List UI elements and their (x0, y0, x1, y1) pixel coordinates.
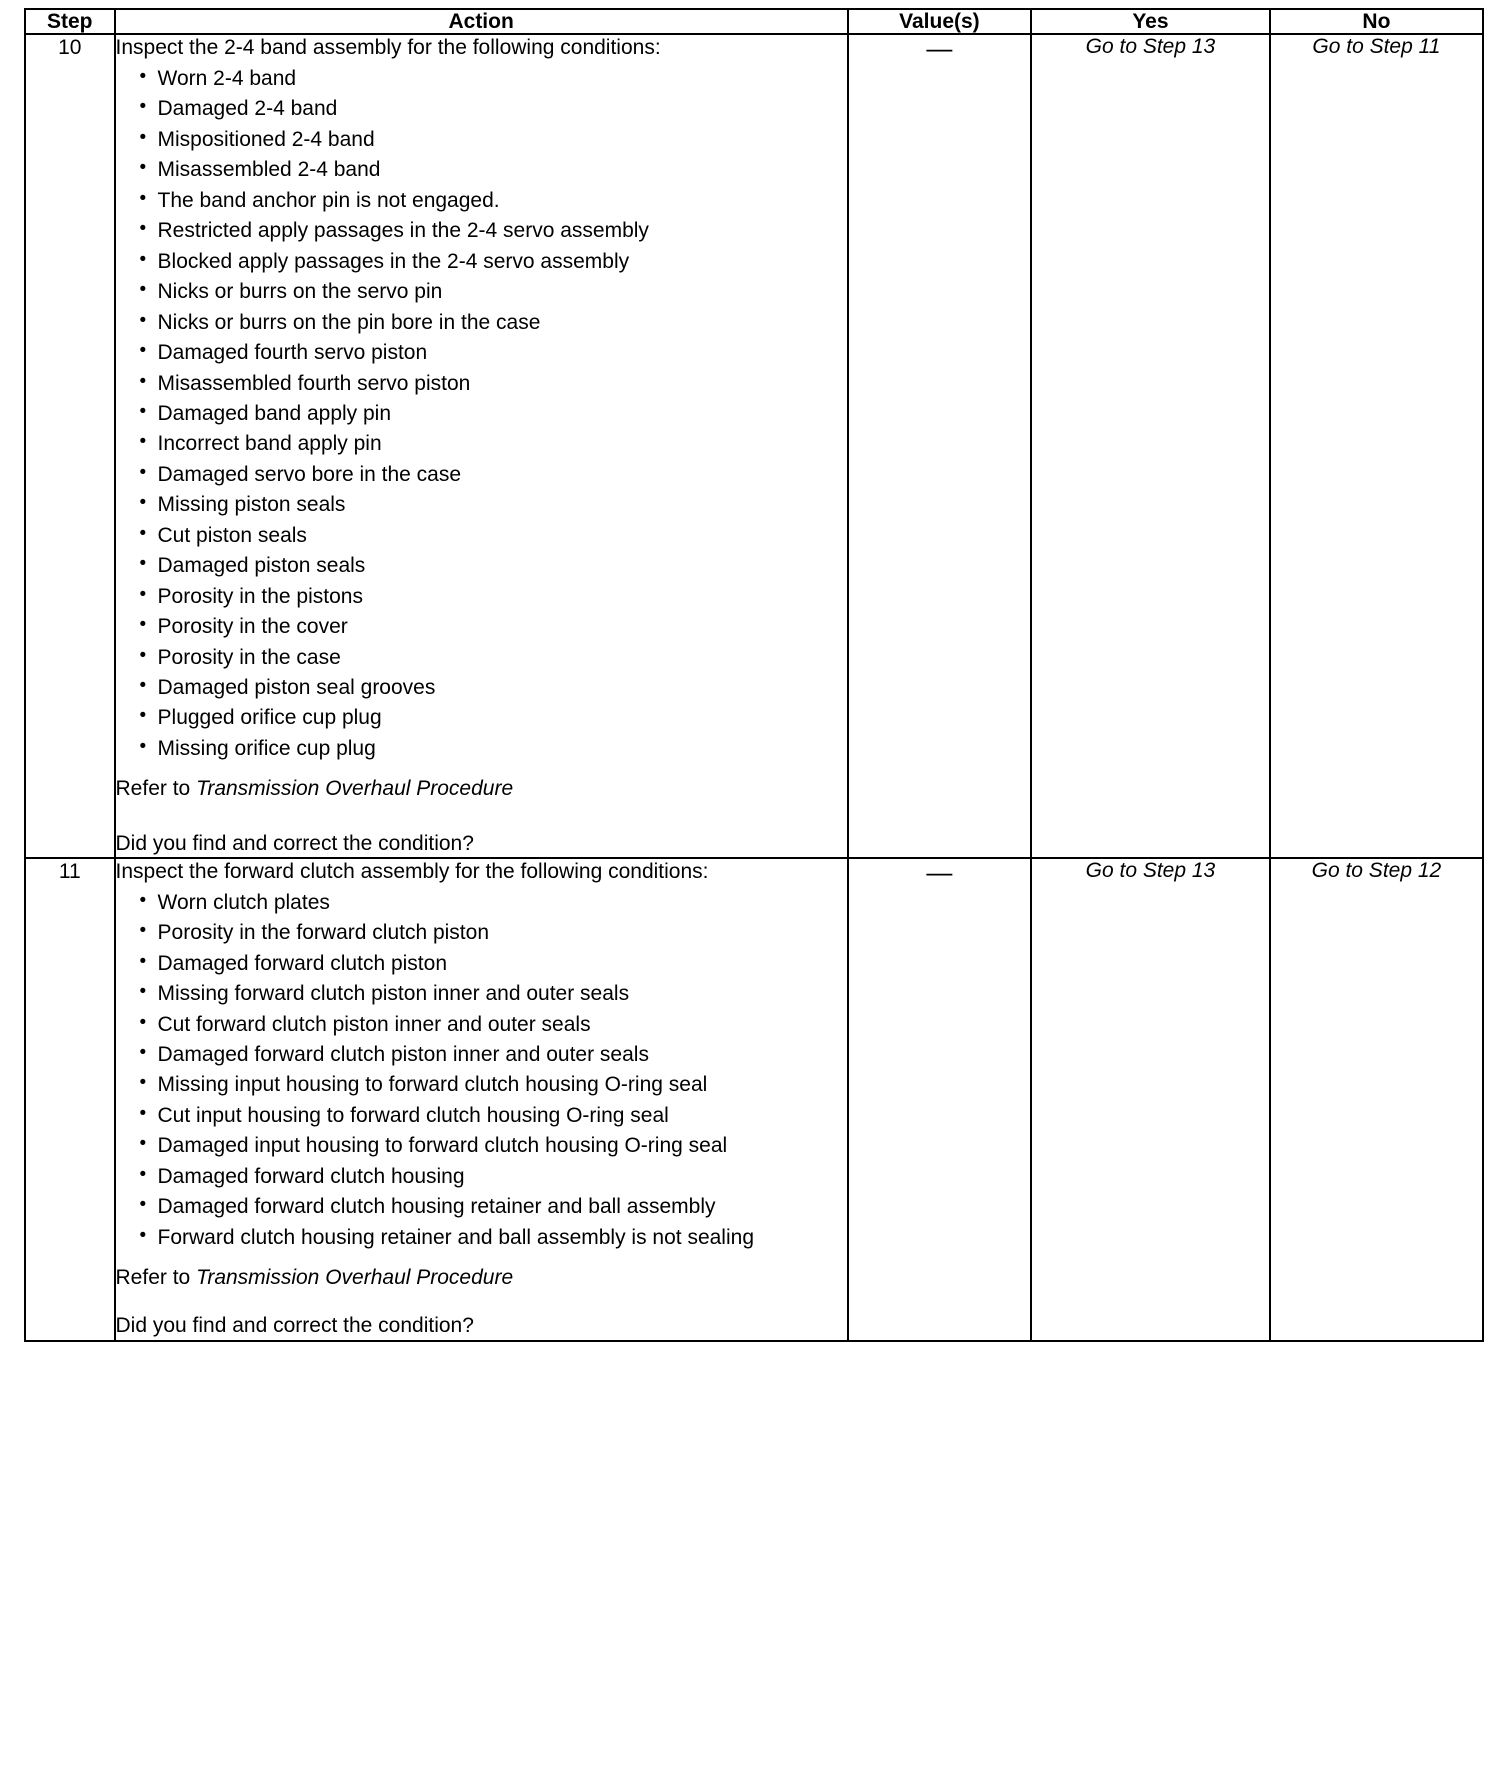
list-item: • Missing piston seals (116, 492, 847, 522)
list-item: • Blocked apply passages in the 2-4 servo assembly (116, 249, 847, 279)
column-header-no: No (1270, 9, 1483, 34)
column-header-values: Value(s) (848, 9, 1031, 34)
list-item: • Porosity in the forward clutch piston (116, 920, 847, 950)
action-question: Did you find and correct the condition? (115, 1314, 474, 1338)
no-action: Go to Step 12 (1270, 858, 1483, 1341)
list-item: • Forward clutch housing retainer and ball assembly is not sealing (116, 1225, 758, 1255)
refer-document-title: Transmission Overhaul Procedure (196, 777, 514, 801)
table-row (25, 858, 1483, 1341)
list-item: • Damaged fourth servo piston (116, 340, 847, 370)
value-cell (848, 34, 1031, 858)
list-item: • Damaged input housing to forward clutch housing O-ring seal (116, 1133, 738, 1163)
condition-list (116, 66, 847, 766)
condition-list (116, 890, 847, 1255)
list-item: • Damaged forward clutch piston inner and outer seals (116, 1042, 847, 1072)
value-cell (848, 858, 1031, 1341)
list-item: • Damaged piston seals (116, 553, 847, 583)
list-item: • Damaged piston seal grooves (116, 675, 847, 705)
action-content (115, 34, 848, 858)
yes-action: Go to Step 13 (1031, 34, 1270, 858)
step-number: 11 (25, 858, 115, 1341)
list-item: • Missing orifice cup plug (116, 736, 847, 766)
list-item: • Damaged forward clutch housing retainer and ball assembly (116, 1194, 738, 1224)
list-item: • Misassembled fourth servo piston (116, 371, 847, 401)
list-item: • Cut forward clutch piston inner and outer seals (116, 1012, 847, 1042)
column-header-step: Step (25, 9, 115, 34)
table-row (25, 34, 1483, 858)
value-dash: — (926, 33, 953, 64)
table-header-row (25, 9, 1483, 34)
refer-note (116, 776, 847, 802)
list-item: • Cut input housing to forward clutch housing O-ring seal (116, 1103, 678, 1133)
step-number: 10 (25, 34, 115, 858)
list-item: • Missing input housing to forward clutch housing O-ring seal (116, 1072, 718, 1102)
list-item: • Damaged forward clutch housing (116, 1164, 847, 1194)
refer-prefix: Refer to (115, 777, 197, 801)
list-item: • The band anchor pin is not engaged. (116, 188, 847, 218)
list-item: • Porosity in the pistons (116, 584, 847, 614)
action-question: Did you find and correct the condition? (115, 831, 474, 855)
list-item: • Porosity in the case (116, 645, 847, 675)
refer-note (116, 1265, 847, 1291)
action-lead-text: Inspect the forward clutch assembly for the following conditions: (115, 859, 709, 883)
list-item: • Damaged band apply pin (116, 401, 847, 431)
list-item: • Porosity in the cover (116, 614, 847, 644)
no-action: Go to Step 11 (1270, 34, 1483, 858)
yes-action: Go to Step 13 (1031, 858, 1270, 1341)
list-item: • Nicks or burrs on the pin bore in the case (116, 310, 847, 340)
column-header-action: Action (115, 9, 848, 34)
list-item: • Damaged 2-4 band (116, 96, 847, 126)
column-header-yes: Yes (1031, 9, 1270, 34)
list-item: • Restricted apply passages in the 2-4 servo assembly (116, 218, 847, 248)
list-item: • Damaged forward clutch piston (116, 951, 847, 981)
list-item: • Mispositioned 2-4 band (116, 127, 847, 157)
list-item: • Damaged servo bore in the case (116, 462, 847, 492)
table-header (25, 9, 1483, 34)
list-item: • Cut piston seals (116, 523, 847, 553)
value-dash: — (926, 856, 953, 887)
action-lead-text: Inspect the 2-4 band assembly for the following conditions: (115, 36, 661, 60)
list-item: • Misassembled 2-4 band (116, 157, 847, 187)
list-item: • Worn 2-4 band (116, 66, 847, 96)
list-item: • Worn clutch plates (116, 890, 847, 920)
table-body (25, 34, 1483, 1341)
list-item: • Nicks or burrs on the servo pin (116, 279, 847, 309)
list-item: • Incorrect band apply pin (116, 431, 847, 461)
refer-document-title: Transmission Overhaul Procedure (196, 1266, 514, 1290)
refer-prefix: Refer to (115, 1266, 197, 1290)
action-content (115, 858, 848, 1341)
list-item: • Missing forward clutch piston inner and outer seals (116, 981, 847, 1011)
list-item: • Plugged orifice cup plug (116, 705, 847, 735)
diagnostic-procedure-table (24, 8, 1484, 1342)
